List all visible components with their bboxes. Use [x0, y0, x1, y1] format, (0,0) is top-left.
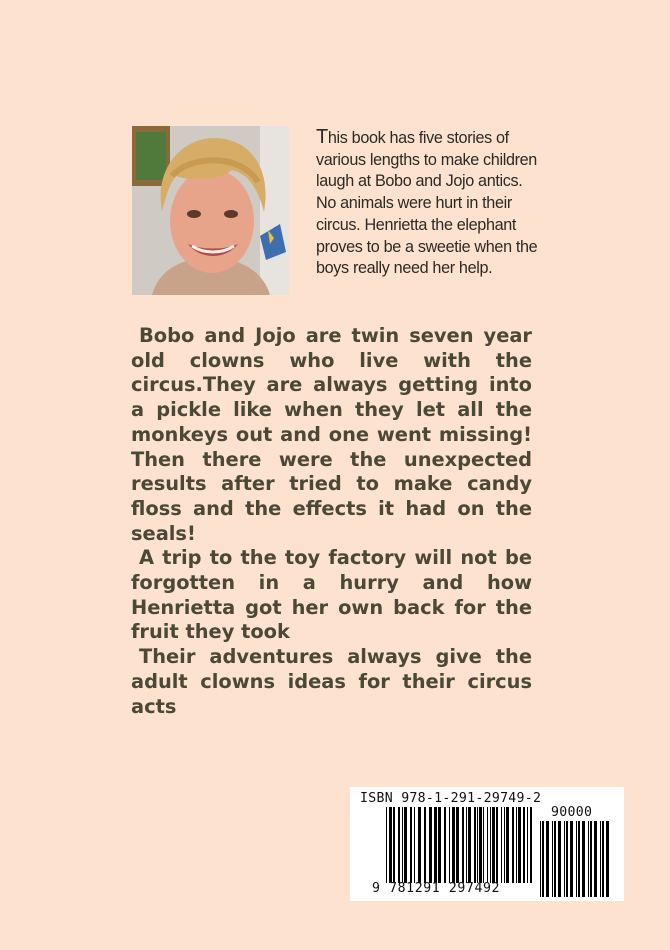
author-blurb [316, 127, 538, 280]
ean-bar [424, 807, 426, 883]
description-paragraph-1: Bobo and Jojo are twin seven year old clowns who live with the circus.They are always getting into a pickle like when they let all the monkeys out and one went missing! Then there were the unexpected results after tried to make candy floss and the effects it had on the seals! [131, 324, 532, 545]
ean-bar [414, 807, 415, 883]
ean-bar [410, 807, 412, 883]
ean-bar [483, 807, 484, 883]
ean-bar [477, 807, 478, 883]
addon-bar [582, 821, 585, 897]
addon-bar [594, 821, 597, 897]
addon-bar [600, 821, 601, 897]
addon-bar [554, 821, 556, 897]
ean-bar [404, 807, 407, 883]
ean-bar [444, 807, 446, 883]
ean-bar [506, 807, 509, 883]
ean-bar [468, 807, 471, 883]
ean-bar [449, 807, 450, 883]
addon-bar [588, 821, 589, 897]
ean-bar [438, 807, 441, 883]
ean-bar [434, 807, 437, 883]
ean-bar [402, 807, 403, 883]
ean-bar [386, 807, 387, 883]
ean-bar [389, 807, 392, 883]
ean-bar [462, 807, 464, 883]
ean-bar [393, 807, 395, 883]
ean-bar [474, 807, 476, 883]
ean-bar [466, 807, 467, 883]
description-paragraph-2: A trip to the toy factory will not be forgotten in a hurry and how Henrietta got her own back for the fruit they took [131, 546, 532, 644]
description-paragraph-3: Their adventures always give the adult clowns ideas for their circus acts [131, 645, 532, 718]
addon-bar [602, 821, 604, 897]
ean-bar [523, 807, 525, 883]
ean-digits: 9 781291 297492 [372, 881, 501, 896]
ean-bar [516, 807, 517, 883]
addon-bar [558, 821, 561, 897]
ean-bar [452, 807, 455, 883]
addon-bar [546, 821, 549, 897]
addon-bar [540, 821, 541, 897]
book-description [131, 324, 532, 719]
ean-bar [492, 807, 495, 883]
ean-bar [527, 807, 528, 883]
addon-bar [590, 821, 592, 897]
ean-bar [501, 807, 502, 883]
ean-bar [479, 807, 482, 883]
addon-bar [578, 821, 580, 897]
addon-bar [606, 821, 609, 897]
ean-bar [456, 807, 459, 883]
addon-bar [576, 821, 577, 897]
addon-digits: 90000 [551, 805, 593, 820]
blurb-text: his book has five stories of various lengths to make children laugh at Bobo and Jojo antics. No animals were hurt in their circus. Henrietta the elephant proves to be a sweetie when the boys really need her help. [316, 129, 538, 278]
addon-bar [564, 821, 565, 897]
ean-bar [490, 807, 491, 883]
ean-bar [504, 807, 505, 883]
ean-bar [487, 807, 488, 883]
addon-bar [542, 821, 544, 897]
ean-bar [398, 807, 400, 883]
author-photo [132, 126, 289, 295]
ean-bar [518, 807, 521, 883]
ean-bar [418, 807, 421, 883]
isbn-label: ISBN 978-1-291-29749-2 [360, 791, 542, 806]
ean-bar [496, 807, 498, 883]
blurb-dropcap: T [316, 126, 328, 148]
addon-bar [570, 821, 573, 897]
addon-bar [566, 821, 568, 897]
ean-bar [530, 807, 532, 883]
ean-bar [429, 807, 432, 883]
isbn-barcode [350, 787, 624, 901]
addon-bar [552, 821, 553, 897]
ean-bar [512, 807, 514, 883]
